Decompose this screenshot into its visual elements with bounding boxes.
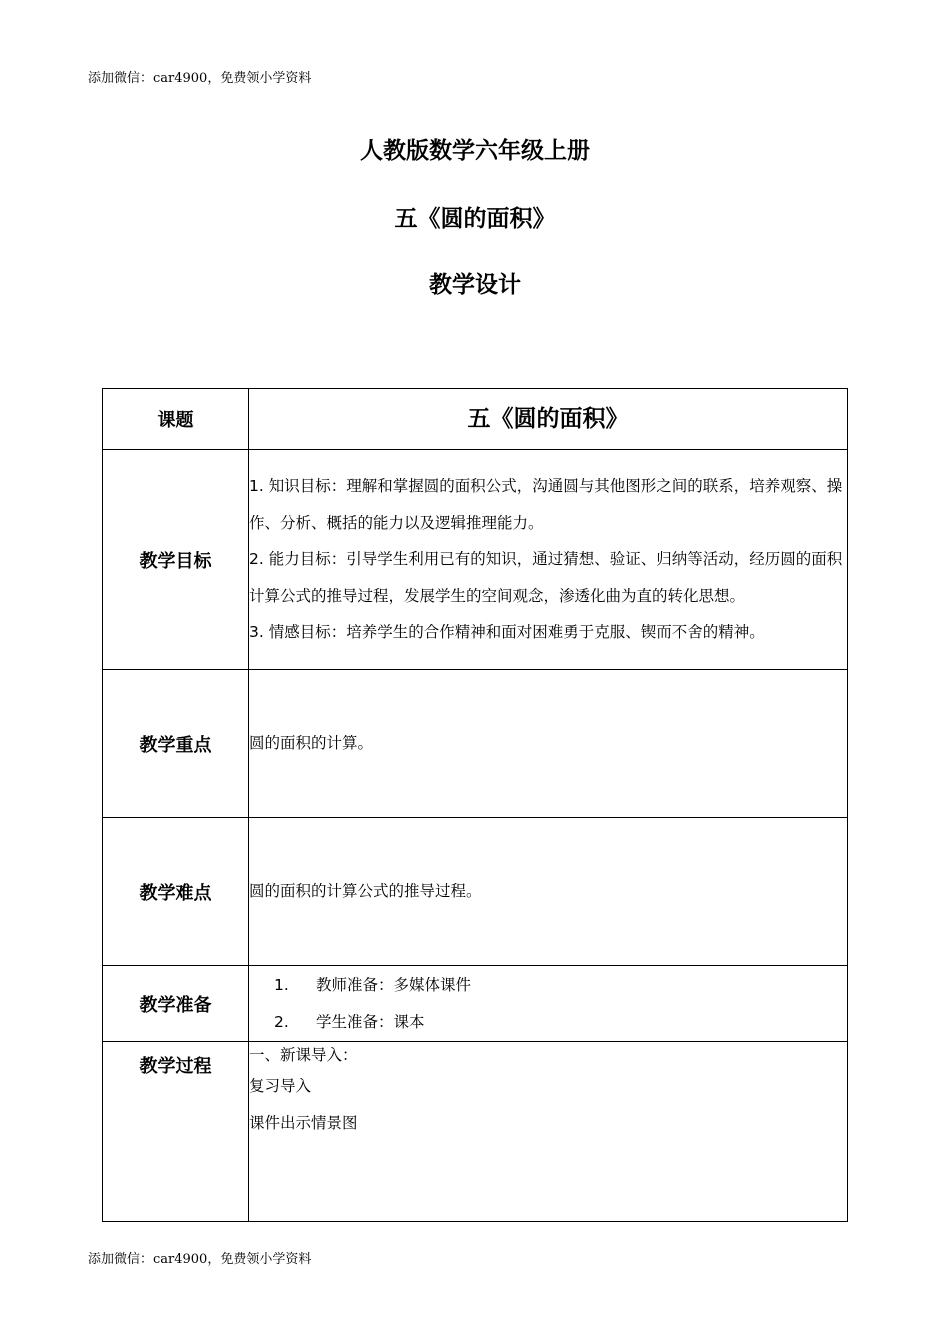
topic-row: [103, 389, 848, 450]
lesson-plan-table: [102, 388, 848, 1222]
key-point-row: [103, 670, 848, 818]
process-line: 一、新课导入：: [249, 1046, 358, 1064]
process-cell: [249, 1042, 848, 1222]
preparation-item: [249, 1004, 847, 1041]
topic-value: 五《圆的面积》: [467, 405, 629, 432]
key-point-label: 教学重点: [103, 670, 249, 818]
preparation-item-number: 2.: [274, 1012, 289, 1031]
difficulty-label: 教学难点: [103, 818, 249, 966]
objectives-cell: [249, 450, 848, 670]
preparation-item-text: 教师准备：多媒体课件: [316, 976, 472, 994]
process-line: 复习导入: [249, 1077, 312, 1095]
document-title: 人教版数学六年级上册: [360, 138, 590, 164]
objective-item: 2. 能力目标：引导学生利用已有的知识，通过猜想、验证、归纳等活动，经历圆的面积计算公式的推导过程，发展学生的空间观念，渗透化曲为直的转化思想。: [249, 550, 843, 605]
preparation-row: [103, 966, 848, 1042]
key-point-value: 圆的面积的计算。: [249, 670, 848, 818]
topic-cell: [249, 389, 848, 450]
objectives-row: [103, 450, 848, 670]
process-line: 课件出示情景图: [249, 1113, 358, 1132]
topic-label: 课题: [103, 389, 249, 450]
difficulty-value: 圆的面积的计算公式的推导过程。: [249, 818, 848, 966]
preparation-item-number: 1.: [274, 976, 289, 994]
document-subtitle: 教学设计: [429, 272, 521, 298]
watermark-bottom: 添加微信：car4900，免费领小学资料: [88, 1252, 312, 1267]
preparation-label: 教学准备: [103, 966, 249, 1042]
process-label: 教学过程: [103, 1042, 249, 1222]
process-row: [103, 1042, 848, 1222]
preparation-item-text: 学生准备：课本: [316, 1012, 425, 1031]
objective-item: 3. 情感目标：培养学生的合作精神和面对困难勇于克服、锲而不舍的精神。: [249, 623, 765, 642]
objectives-label: 教学目标: [103, 450, 249, 670]
preparation-item: [249, 967, 847, 1004]
preparation-cell: [249, 966, 848, 1042]
objective-item: 1. 知识目标：理解和掌握圆的面积公式，沟通圆与其他图形之间的联系，培养观察、操作、分析、概括的能力以及逻辑推理能力。: [249, 477, 843, 532]
difficulty-row: [103, 818, 848, 966]
lesson-title: 五《圆的面积》: [394, 206, 556, 232]
watermark-top: 添加微信：car4900，免费领小学资料: [88, 71, 312, 86]
